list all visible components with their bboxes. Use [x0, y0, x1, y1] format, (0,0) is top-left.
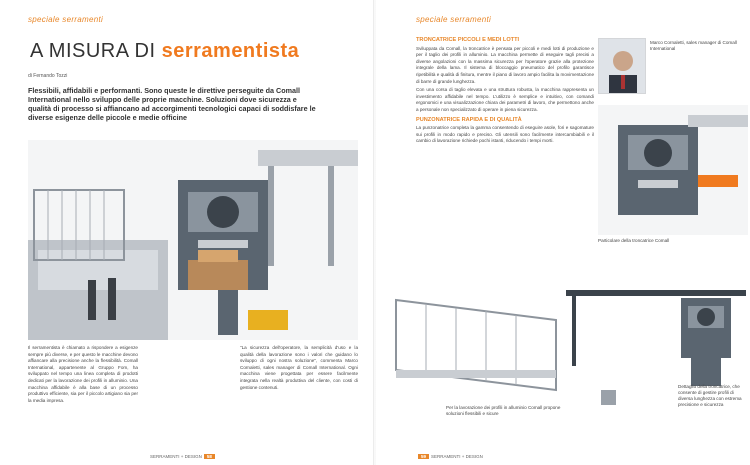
caption-top: Particolare della troncatrice Comall: [598, 238, 670, 243]
section-2-title: PUNZONATRICE RAPIDA E DI QUALITÀ: [416, 116, 522, 123]
title-plain: A MISURA DI: [30, 40, 162, 62]
body-column-1: [28, 345, 138, 445]
right-page: [376, 0, 750, 465]
machine-closeup-photo: [598, 105, 748, 235]
title-highlight: serramentista: [161, 40, 300, 62]
body-column-1-text: Il serramentista è chiamato a rispondere a esigenze sempre più diverse, e per questo le macchine devono affiancare alla precisione anche la flessibilità. Comall International, appartenente al Gruppo Fom, ha sviluppato nel tempo una linea completa di prodotti dedicati per la lavorazione dei profili in alluminio. Una macchina affidabile è alla base di un processo produttivo efficiente, sia per il piccolo artigiano sia per la media impresa.: [28, 345, 138, 403]
folio-right-text: SERRAMENTI + DESIGN: [431, 454, 483, 459]
caption-bottom: Per la lavorazione dei profili in alluminio Comall propone soluzioni flessibili e sicure: [446, 405, 561, 416]
portrait-photo: [598, 38, 646, 94]
saw-bench-illustration: [566, 280, 750, 390]
byline: di Fernando Tozzi: [28, 73, 68, 79]
body-column-2-text: "La sicurezza dell'operatore, la semplicità d'uso e la qualità della lavorazione sono i valori che guidano lo sviluppo di ogni nostra soluzione", commenta Marco Cornaletti, sales manager di Comall International. Ogni macchina viene progettata per essere facilmente integrata nella realtà produttiva del cliente, con costi di gestione contenuti.: [240, 345, 358, 390]
article-title: [30, 40, 299, 63]
folio-right: [416, 454, 483, 459]
section-1-text-2: Con una corsa di taglio elevata e una struttura robusta, la macchina rappresenta un investimento affidabile nel tempo. L'utilizzo è semplice e intuitivo, con comandi ergonomici e una visualizzazione chiara dei parametri di lavoro, che permettono anche a personale non specializzato di operare in piena sicurezza.: [416, 87, 594, 112]
running-head-right: speciale serramenti: [416, 15, 492, 24]
body-column-2: [240, 345, 358, 445]
machine-illustration: [28, 140, 358, 340]
section-1-text: Sviluppata da Comall, la troncatrice è pensata per piccoli e medi lotti di produzione e per il taglio dei profili in alluminio. La macchina permette di eseguire tagli precisi a diverse angolazioni con la massima sicurezza per l'operatore grazie alla protezione integrale della lama. Il sistema di bloccaggio pneumatico del profilo garantisce ripetibilità e qualità di finitura, mentre il piano di lavoro ampio facilita la movimentazione di barre di grande lunghezza.: [416, 45, 594, 84]
left-page: [0, 0, 374, 465]
folio-left-text: SERRAMENTI + DESIGN: [150, 454, 202, 459]
folio-left-number: 58: [204, 454, 215, 459]
lead-paragraph: Flessibili, affidabili e performanti. Sono queste le direttive perseguite da Comall International nello sviluppo delle proprie macchine. Soluzioni dove sicurezza e qualità di processo si affiancano ad accorgimenti tecnologici capaci di soddisfare le diverse esigenze delle piccole e medie officine: [28, 86, 316, 122]
folio-right-number: 59: [418, 454, 429, 459]
saw-bench-photo: [566, 280, 750, 390]
machine-photo: [28, 140, 358, 340]
folio-left: [150, 454, 217, 459]
running-head-left: speciale serramenti: [28, 15, 104, 24]
machine-closeup-illustration: [598, 105, 748, 235]
section-2-text: La punzonatrice completa la gamma consentendo di eseguire asole, fori e sagomature sui profili in modo rapido e preciso. Gli utensili sono facilmente intercambiabili e il cambio di lavorazione richiede pochi istanti, riducendo i tempi morti.: [416, 125, 594, 144]
portrait-caption: Marco Cornaletti, sales manager di Comall International: [650, 40, 737, 51]
section-1-title: TRONCATRICE PICCOLI E MEDI LOTTI: [416, 37, 520, 43]
caption-side: Dettaglio della troncatrice, che consente di gestire profili di diversa lunghezza con estrema precisione e sicurezza: [678, 384, 742, 407]
portrait-illustration: [599, 39, 646, 94]
